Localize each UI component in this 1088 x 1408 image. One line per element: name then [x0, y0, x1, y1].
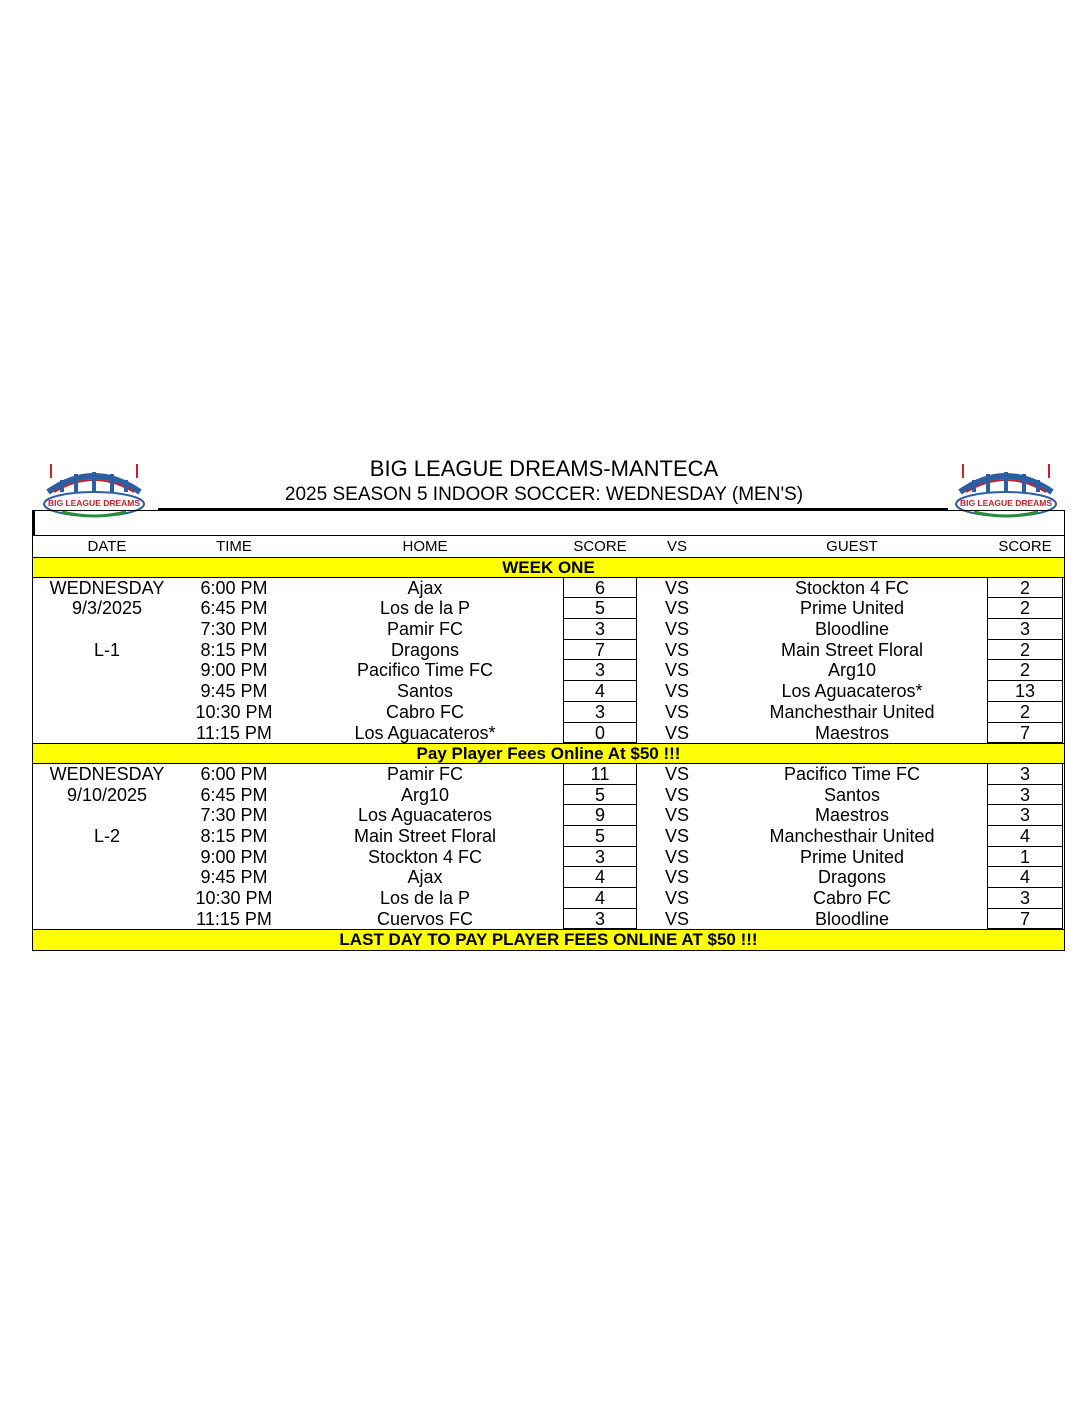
guest-score: 3: [987, 764, 1063, 785]
game-time: 7:30 PM: [200, 805, 268, 826]
home-score: 4: [563, 888, 637, 909]
game-row: [33, 723, 1064, 744]
game-row: [33, 640, 1064, 661]
game-time: 8:15 PM: [200, 639, 268, 660]
vs-label: VS: [664, 763, 689, 784]
home-score: 5: [563, 598, 637, 619]
logo-text: BIG LEAGUE DREAMS: [959, 498, 1053, 508]
guest-score: 3: [987, 805, 1063, 826]
game-date: [33, 702, 181, 723]
game-row: [33, 888, 1064, 909]
guest-score: 13: [987, 681, 1063, 702]
game-row: [33, 619, 1064, 640]
vs-label: VS: [664, 825, 689, 846]
guest-team: Maestros: [814, 722, 890, 743]
guest-score: 1: [987, 847, 1063, 868]
game-date: [33, 660, 181, 681]
vs-label: VS: [664, 722, 689, 743]
guest-score: 4: [987, 867, 1063, 888]
game-time: 9:00 PM: [200, 846, 268, 867]
game-time: 6:45 PM: [200, 784, 268, 805]
guest-team: Bloodline: [814, 908, 890, 929]
game-row: [33, 785, 1064, 806]
home-team: Pamir FC: [387, 763, 463, 784]
vs-label: VS: [664, 619, 689, 640]
vs-label: VS: [664, 805, 689, 826]
home-score: 0: [563, 723, 637, 744]
guest-team: Manchesthair United: [769, 825, 935, 846]
col-date-header: DATE: [87, 538, 127, 555]
game-date: [33, 909, 181, 930]
home-score: 9: [563, 805, 637, 826]
game-date: 9/10/2025: [66, 784, 148, 805]
guest-score: 2: [987, 702, 1063, 723]
guest-team: Pacifico Time FC: [783, 763, 921, 784]
game-row: [33, 847, 1064, 868]
game-time: 10:30 PM: [195, 701, 273, 722]
game-date: [33, 723, 181, 744]
game-time: 7:30 PM: [200, 619, 268, 640]
home-team: Arg10: [400, 784, 450, 805]
home-score: 3: [563, 909, 637, 930]
home-team: Pacifico Time FC: [356, 660, 494, 681]
home-team: Ajax: [407, 867, 443, 888]
guest-team: Arg10: [827, 660, 877, 681]
game-date: [33, 867, 181, 888]
guest-team: Los Aguacateros*: [781, 681, 923, 702]
guest-score: 7: [987, 723, 1063, 744]
guest-score: 3: [987, 888, 1063, 909]
home-team: Los de la P: [379, 598, 471, 619]
col-vs-header: VS: [666, 538, 687, 555]
game-time: 9:45 PM: [200, 867, 268, 888]
vs-label: VS: [664, 681, 689, 702]
game-time: 9:00 PM: [200, 660, 268, 681]
page-title: BIG LEAGUE DREAMS-MANTECA: [369, 456, 719, 481]
game-row: [33, 867, 1064, 888]
guest-score: 2: [987, 640, 1063, 661]
home-score: 11: [563, 764, 637, 785]
game-date: [33, 888, 181, 909]
guest-team: Dragons: [817, 867, 887, 888]
game-time: 8:15 PM: [200, 825, 268, 846]
week-two-games: [33, 764, 1064, 930]
col-guest-score-header: SCORE: [998, 538, 1052, 555]
week-one-games: [33, 578, 1064, 744]
vs-label: VS: [664, 908, 689, 929]
guest-team: Stockton 4 FC: [794, 577, 910, 598]
vs-label: VS: [664, 660, 689, 681]
vs-label: VS: [664, 867, 689, 888]
guest-team: Maestros: [814, 805, 890, 826]
page-subtitle: 2025 SEASON 5 INDOOR SOCCER: WEDNESDAY (MEN'S): [284, 484, 804, 505]
home-score: 7: [563, 640, 637, 661]
guest-team: Cabro FC: [812, 888, 892, 908]
game-time: 6:00 PM: [200, 577, 268, 598]
home-score: 3: [563, 847, 637, 868]
guest-team: Manchesthair United: [769, 701, 935, 722]
guest-score: 7: [987, 909, 1063, 930]
game-date: WEDNESDAY: [49, 763, 165, 784]
fees-banner: Pay Player Fees Online At $50 !!!: [33, 743, 1064, 764]
logo-text: BIG LEAGUE DREAMS: [47, 498, 141, 508]
game-date: [33, 805, 181, 826]
game-date: [33, 681, 181, 702]
spacer-row: [33, 511, 1064, 535]
guest-team: Santos: [823, 784, 881, 805]
guest-score: 2: [987, 578, 1063, 599]
game-row: [33, 702, 1064, 723]
game-date: L-2: [93, 825, 120, 846]
home-score: 4: [563, 681, 637, 702]
home-team: Los de la P: [379, 888, 471, 908]
vs-label: VS: [664, 888, 689, 908]
vs-label: VS: [664, 701, 689, 722]
home-team: Santos: [396, 681, 454, 702]
guest-team: Bloodline: [814, 619, 890, 640]
home-team: Los Aguacateros*: [354, 722, 496, 743]
home-score: 3: [563, 702, 637, 723]
col-guest-header: GUEST: [826, 538, 878, 555]
game-time: 9:45 PM: [200, 681, 268, 702]
home-score: 3: [563, 619, 637, 640]
guest-team: Prime United: [799, 598, 905, 619]
guest-score: 3: [987, 619, 1063, 640]
guest-team: Prime United: [799, 846, 905, 867]
home-team: Los Aguacateros: [357, 805, 493, 826]
guest-team: Main Street Floral: [780, 639, 924, 660]
game-time: 6:00 PM: [200, 763, 268, 784]
game-row: [33, 826, 1064, 847]
game-row: [33, 598, 1064, 619]
home-score: 3: [563, 660, 637, 681]
home-team: Cuervos FC: [376, 908, 474, 929]
guest-score: 3: [987, 785, 1063, 806]
col-time-header: TIME: [216, 538, 252, 555]
home-score: 4: [563, 867, 637, 888]
guest-score: 2: [987, 598, 1063, 619]
game-row: [33, 764, 1064, 785]
game-time: 10:30 PM: [195, 888, 273, 908]
schedule-table: [32, 510, 1065, 951]
vs-label: VS: [664, 577, 689, 598]
game-row: [33, 805, 1064, 826]
week-one-banner: WEEK ONE: [33, 557, 1064, 578]
game-row: [33, 578, 1064, 599]
vs-label: VS: [664, 598, 689, 619]
game-date: [33, 619, 181, 640]
vs-label: VS: [664, 846, 689, 867]
game-time: 6:45 PM: [200, 598, 268, 619]
col-home-score-header: SCORE: [573, 538, 627, 555]
last-day-banner: LAST DAY TO PAY PLAYER FEES ONLINE AT $50 !!!: [33, 929, 1064, 950]
home-team: Ajax: [407, 577, 443, 598]
game-row: [33, 681, 1064, 702]
game-date: WEDNESDAY: [49, 577, 165, 598]
guest-score: 2: [987, 660, 1063, 681]
game-date: [33, 847, 181, 868]
game-date: L-1: [93, 639, 120, 660]
home-team: Main Street Floral: [353, 825, 497, 846]
game-row: [33, 660, 1064, 681]
col-home-header: HOME: [402, 538, 448, 555]
vs-label: VS: [664, 639, 689, 660]
vs-label: VS: [664, 784, 689, 805]
home-score: 6: [563, 578, 637, 599]
home-score: 5: [563, 826, 637, 847]
game-time: 11:15 PM: [196, 908, 272, 929]
home-team: Cabro FC: [385, 701, 465, 722]
home-score: 5: [563, 785, 637, 806]
game-row: [33, 909, 1064, 930]
home-team: Stockton 4 FC: [367, 846, 483, 867]
home-team: Pamir FC: [387, 619, 463, 640]
column-header-row: [33, 535, 1064, 557]
guest-score: 4: [987, 826, 1063, 847]
game-time: 11:15 PM: [196, 722, 272, 743]
game-date: 9/3/2025: [71, 598, 143, 619]
home-team: Dragons: [390, 639, 460, 660]
